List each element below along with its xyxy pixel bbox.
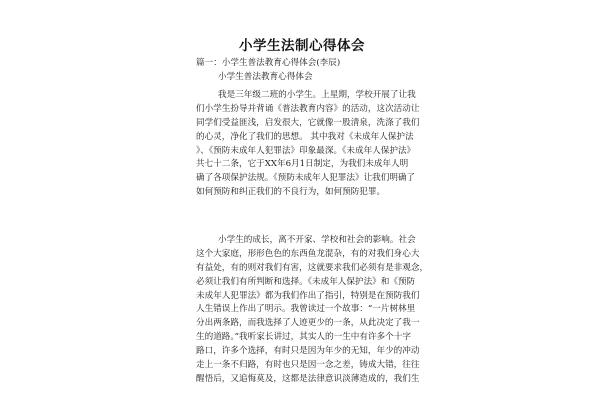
paragraph-line: 们小学生扮导并背诵《普法教育内容》的活动，这次活动让 bbox=[196, 103, 420, 114]
document-page bbox=[196, 0, 429, 400]
paragraph-line: 分出两条路，而我选择了人迹更少的一条，从此决定了我一 bbox=[196, 318, 420, 329]
paragraph-line: 的心灵，净化了我们的思想。 其中我对《未成年人保护法 bbox=[196, 131, 414, 142]
sub-heading: 小学生普法教育心得体会 bbox=[218, 72, 313, 82]
paragraph-line: 同学们受益匪浅，启发很大，它就像一股清泉，洗涤了我们 bbox=[196, 117, 420, 128]
paragraph-line: 如何预防和纠正我们的不良行为，如何预防犯罪。 bbox=[196, 187, 386, 198]
paragraph-line: 有益处，有的则对我们有害，这就要求我们必须有是非观念， bbox=[196, 262, 429, 273]
document-title: 小学生法制心得体会 bbox=[239, 38, 365, 54]
paragraph-line: 共七十二条，它于XX年6月1日制定，为我们未成年人明 bbox=[196, 159, 409, 170]
section-heading: 篇一：小学生普法教育心得体会(李辰) bbox=[196, 58, 341, 68]
paragraph-line: 我是三年级二班的小学生。上星期，学校开展了让我 bbox=[218, 90, 416, 100]
paragraph-1 bbox=[196, 89, 420, 200]
paragraph-line: 确了各项保护法规。《预防未成年人犯罪法》让我们明确了 bbox=[196, 173, 416, 184]
paragraph-line: 》、《预防未成年人犯罪法》印象最深。《未成年人保护法》 bbox=[196, 145, 416, 156]
paragraph-line: 路口，许多个选择，有时只是因为年少的无知，年少的冲动 bbox=[196, 346, 420, 357]
paragraph-line: 人生错误上作出了明示。我曾读过一个故事：“一片树林里 bbox=[196, 304, 416, 315]
paragraph-line: 小学生的成长，离不开家、学校和社会的影响。社会 bbox=[218, 235, 416, 245]
paragraph-line: 这个大家庭，形形色色的东西鱼龙混杂，有的对我们身心大 bbox=[196, 248, 420, 259]
paragraph-line: 生的道路。”我听家长讲过，其实人的一生中有许多个十字 bbox=[196, 332, 411, 343]
paragraph-2 bbox=[196, 234, 429, 387]
paragraph-line: 必须让我们有所判断和选择。《未成年人保护法》和《预防 bbox=[196, 276, 416, 287]
paragraph-line: 未成年人犯罪法》都为我们作出了指引，特别是在预防我们 bbox=[196, 290, 420, 301]
paragraph-line: 走上一条不归路，有时也只是因一念之差，铸成大错，往往 bbox=[196, 360, 420, 371]
paragraph-line: 醒悟后，又追悔莫及，这都是法律意识淡薄造成的，我们生 bbox=[196, 373, 420, 384]
